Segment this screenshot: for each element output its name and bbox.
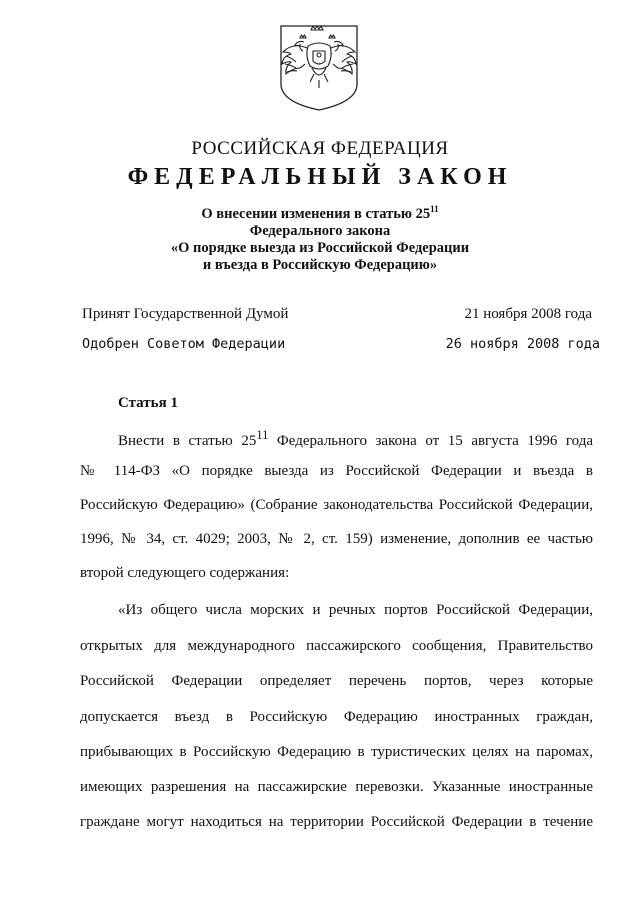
article-heading: Статья 1 <box>118 395 178 411</box>
approval-label: Одобрен Советом Федерации <box>82 336 286 352</box>
coat-of-arms-emblem <box>278 24 360 112</box>
law-title-line: и въезда в Российскую Федерацию» <box>202 257 438 273</box>
body-line: допускается въезд в Российскую Федерацию иностранных граждан, <box>80 709 593 725</box>
body-line: «Из общего числа морских и речных портов Российской Федерации, <box>118 602 593 618</box>
body-line: № 114-ФЗ «О порядке выезда из Российской Федерации и въезда в <box>80 463 593 479</box>
body-line: 1996, № 34, ст. 4029; 2003, № 2, ст. 159) изменение, дополнив ее частью <box>80 531 593 547</box>
adoption-duma-row <box>82 306 600 323</box>
law-title-line: «О порядке выезда из Российской Федерации <box>170 240 470 256</box>
adoption-label: Принят Государственной Думой <box>82 306 289 322</box>
law-title <box>0 206 640 274</box>
adoption-date: 21 ноября 2008 года <box>464 306 592 322</box>
body-line: прибывающих в Российскую Федерацию в туристических целях на паромах, <box>80 744 593 760</box>
body-line: Российской Федерации определяет перечень портов, через которые <box>80 673 593 689</box>
approval-date: 26 ноября 2008 года <box>445 336 600 352</box>
body-line: граждане могут находиться на территории Российской Федерации в течение <box>80 814 593 830</box>
approval-council-row <box>82 336 600 352</box>
body-line: Российскую Федерацию» (Собрание законодательства Российской Федерации, <box>80 497 593 513</box>
body-line: второй следующего содержания: <box>80 565 290 581</box>
body-line: имеющих разрешения на пассажирские перевозки. Указанные иностранные <box>80 779 593 795</box>
law-title-line: Федерального закона <box>249 223 391 239</box>
law-type: ФЕДЕРАЛЬНЫЙ ЗАКОН <box>127 164 513 190</box>
body-line: открытых для международного пассажирского сообщения, Правительство <box>80 638 593 654</box>
law-title-line: О внесении изменения в статью $25^{11}$ <box>201 204 439 222</box>
country-name: РОССИЙСКАЯ ФЕДЕРАЦИЯ <box>191 138 449 159</box>
body-line: Внести в статью $25^{11}$ Федерального закона от 15 августа 1996 года <box>118 428 594 449</box>
